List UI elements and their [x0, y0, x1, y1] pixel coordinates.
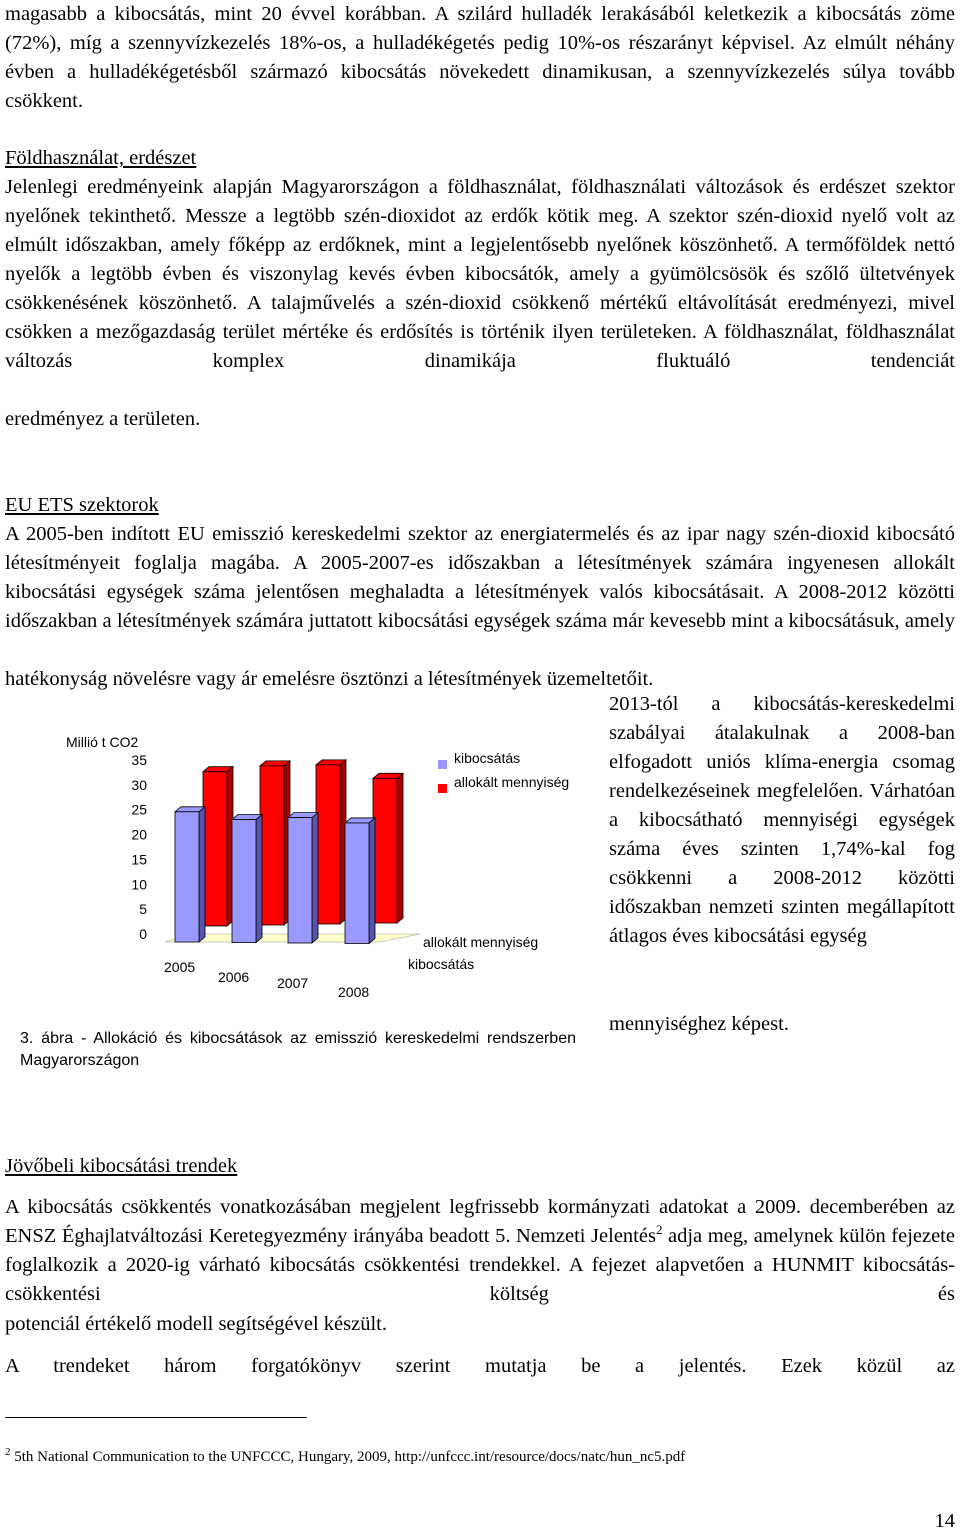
intro-paragraph	[5, 0, 955, 145]
chart-bars	[175, 760, 403, 944]
bar-allocation	[316, 765, 340, 924]
y-tick-label: 5	[139, 901, 147, 918]
bar-emission	[232, 820, 256, 943]
legend-label-allocation: allokált mennyiség	[454, 774, 570, 790]
y-tick-label: 20	[131, 826, 147, 843]
legend-swatch-emission	[438, 760, 447, 769]
y-tick-label: 0	[139, 926, 147, 942]
land-use-paragraph	[5, 173, 955, 405]
page-number: 14	[934, 1510, 955, 1532]
land-use-last-line: eredményez a területen.	[5, 408, 201, 430]
trends-heading: Jövőbeli kibocsátási trendek	[5, 1155, 238, 1177]
ets-last-line: hatékonyság növelésre vagy ár emelésre ösztönzi a létesítmények üzemeltetőit.	[5, 668, 654, 690]
figure-caption: 3. ábra - Allokáció és kibocsátások az emisszió kereskedelmi rendszerben Magyarországon	[20, 1030, 576, 1069]
chart-y-ticks	[131, 752, 147, 942]
x-tick-label: 2005	[164, 959, 196, 975]
chart-ylabel: Millió t CO2	[66, 734, 139, 750]
ets-text: A 2005-ben indított EU emisszió kereskedelmi szektor az energiatermelés és az ipar nagy szén-dioxid kibocsátó létesítményeit foglalja magába. A 2005-2007-es időszakban a létesítmények számára ingyenesen allokált kibocsátási egységek száma jelentősen meghaladta a létesítmények valós kibocsátásait. A 2008-2012 közötti időszakban a létesítmények számára juttatott kibocsátási egységek száma már kevesebb mint a kibocsátásuk, amely	[5, 523, 955, 632]
bar-allocation	[260, 766, 284, 925]
bar-emission-side	[369, 818, 375, 944]
footnote	[5, 1442, 685, 1467]
land-use-text: Jelenlegi eredményeink alapján Magyarországon a földhasználat, földhasználati változások és erdészet szektor nyelőnek tekinthető. Messze a legtöbb szén-dioxidot az erdők kötik meg. A szektor szén-dioxid nyelő volt az elmúlt időszakban, amely főképp az erdőknek, mint a legjelentősebb nyelőnek köszönhető. A termőföldek nettó nyelők a legtöbb évben és viszonylag kevés évben kibocsátók, amely a gyümölcsösök és szőlő ültetvények csökkenésének köszönhető. A talajművelés a szén-dioxid csökkenő mértékű eltávolítását eredményezi, mivel csökken a mezőgazdaság terület mértéke és erdősítés is történik ilyen területeken. A földhasználat, földhasználat változás komplex dinamikája fluktuáló tendenciát	[5, 176, 955, 372]
bar-emission	[175, 812, 199, 942]
footnote-ref: 2	[655, 1222, 663, 1238]
ets-side-paragraph	[609, 690, 955, 951]
bar-emission	[288, 818, 312, 943]
bar-allocation-side	[397, 773, 403, 923]
bar-emission	[345, 823, 369, 944]
x-tick-label: 2008	[338, 984, 370, 1000]
y-tick-label: 35	[131, 752, 147, 768]
chart-legend	[438, 750, 569, 793]
bar-emission-side	[256, 815, 262, 943]
intro-text: magasabb a kibocsátás, mint 20 évvel korábban. A szilárd hulladék lerakásából keletkezik a kibocsátás zöme (72%), míg a szennyvízkezelés 18%-os, a hulladékégetés pedig 10%-os részarányt képvisel. Az elmúlt néhány évben a hulladékégetésből származó kibocsátás növekedett dinamikusan, a szennyvízkezelés súlya tovább csökkent.	[5, 3, 955, 112]
ets-side-text: 2013-tól a kibocsátás-kereskedelmi szabályai átalakulnak a 2008-ban elfogadott uniós klíma-energia csomag rendelkezéseinek megfelelően. Várhatóan a kibocsátható mennyiségi egységek száma éves szinten 1,74%-kal fog csökkenni a 2008-2012 közötti időszakban nemzeti szinten megállapított átlagos éves kibocsátási egység	[609, 693, 955, 947]
y-tick-label: 30	[131, 776, 147, 793]
bar-allocation	[203, 772, 227, 926]
land-use-heading: Földhasználat, erdészet	[5, 147, 197, 169]
y-tick-label: 15	[131, 851, 147, 868]
chart-x-ticks	[164, 959, 369, 1000]
legend-label-emission: kibocsátás	[454, 750, 521, 766]
depth-axis-label-allocation: allokált mennyiség	[423, 934, 539, 950]
x-tick-label: 2006	[218, 969, 250, 985]
chart-svg	[0, 715, 600, 1025]
bar-emission-side	[199, 807, 205, 942]
footnote-rule	[5, 1417, 307, 1418]
footnote-text: 5th National Communication to the UNFCCC, Hungary, 2009, http://unfccc.int/resource/docs/natc/hun_nc5.pdf	[14, 1449, 686, 1465]
ets-side-last-line: mennyiséghez képest.	[609, 1013, 789, 1035]
depth-axis-label-emission: kibocsátás	[408, 956, 475, 972]
trends-text-a: A kibocsátás csökkentés vonatkozásában megjelent legfrissebb kormányzati adatokat a 2009. decemberében az ENSZ Éghajlatváltozási Keretegyezmény irányába beadott 5. Nemzeti Jelentés	[5, 1196, 955, 1247]
scenario-line: A trendeket három forgatókönyv szerint mutatja be a jelentés. Ezek közül az	[5, 1355, 955, 1377]
x-tick-label: 2007	[277, 975, 309, 991]
trends-last-line: potenciál értékelő modell segítségével készült.	[5, 1313, 387, 1335]
legend-swatch-allocation	[438, 784, 447, 793]
ets-heading: EU ETS szektorok	[5, 494, 159, 516]
trends-text-b: adja meg, amelynek külön fejezete foglalkozik a 2020-ig várható kibocsátás csökkentési trendekkel. A fejezet alapvetően a HUNMIT kibocsátás-csökkentési költség és	[5, 1225, 955, 1305]
ets-paragraph	[5, 520, 955, 665]
bar-emission-side	[312, 813, 318, 943]
footnote-mark: 2	[5, 1446, 11, 1458]
y-tick-label: 10	[131, 876, 147, 893]
y-tick-label: 25	[131, 801, 147, 818]
bar-allocation	[373, 778, 397, 923]
